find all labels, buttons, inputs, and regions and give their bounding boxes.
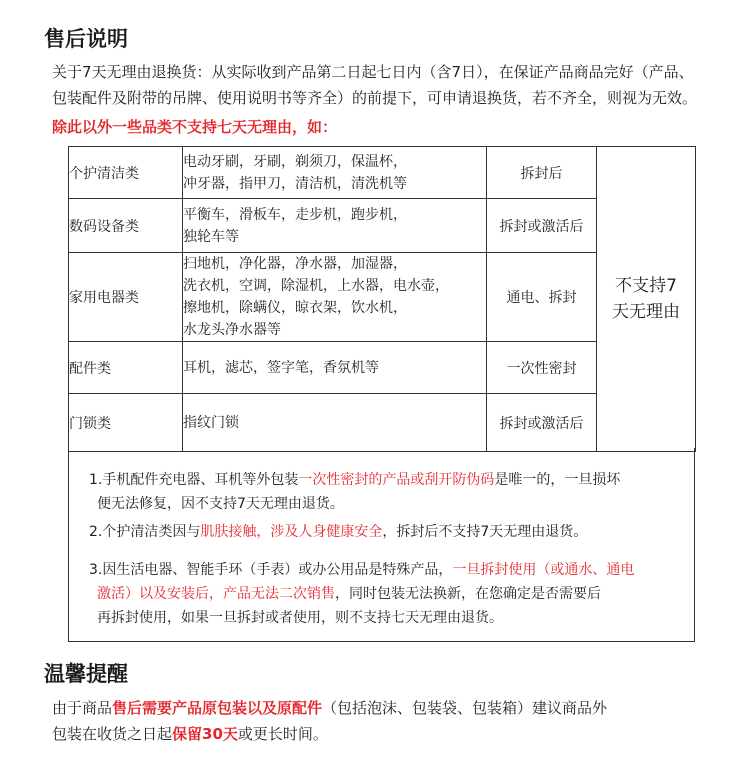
condition-cell: 拆封或激活后 bbox=[487, 394, 597, 452]
note-line: 不支持7 bbox=[615, 276, 677, 296]
after-sales-title: 售后说明 bbox=[44, 27, 128, 51]
items-line: 擦地机，除螨仪，晾衣架，饮水机， bbox=[183, 300, 407, 316]
tip-text: 包装在收货之日起 bbox=[52, 725, 173, 743]
items-cell bbox=[183, 394, 487, 452]
tip-highlight: 售后需要产品原包装以及原配件 bbox=[112, 699, 323, 717]
items-line: 耳机，滤芯，签字笔，香氛机等 bbox=[183, 359, 379, 376]
condition-cell: 通电、拆封 bbox=[487, 253, 597, 342]
intro-line-2: 包装配件及附带的吊牌、使用说明书等齐全）的前提下，可申请退换货，若不齐全，则视为无效。 bbox=[52, 89, 698, 107]
exception-warning: 除此以外一些品类不支持七天无理由，如： bbox=[52, 118, 338, 136]
tip-text: 或更长时间。 bbox=[237, 725, 328, 743]
note-highlight: 一旦拆封使用（或通水、通电 bbox=[452, 562, 635, 578]
note-text: ，同时包装无法换新，在您确定是否需要后 bbox=[335, 586, 601, 602]
note-highlight: 激活）以及安装后，产品无法二次销售 bbox=[97, 586, 335, 602]
note-2 bbox=[89, 520, 679, 544]
condition-cell: 拆封后 bbox=[487, 147, 597, 199]
intro-line-1: 关于7天无理由退换货：从实际收到产品第二日起七日内（含7日），在保证产品商品完好（产品、 bbox=[52, 63, 694, 81]
note-text: 2.个护清洁类因与 bbox=[89, 524, 201, 540]
note-text: 是唯一的，一旦损坏 bbox=[494, 472, 621, 488]
note-highlight: 肌肤接触，涉及人身健康安全 bbox=[200, 524, 383, 540]
note-text: 再拆封使用，如果一旦拆封或者使用，则不支持七天无理由退货。 bbox=[97, 610, 503, 626]
items-line: 水龙头净水器等 bbox=[183, 322, 281, 338]
tip-text: 由于商品 bbox=[52, 699, 113, 717]
items-cell bbox=[183, 199, 487, 253]
note-text: 便无法修复，因不支持7天无理由退货。 bbox=[97, 496, 344, 512]
items-line: 指纹门锁 bbox=[183, 414, 239, 431]
note-highlight: 一次性密封的产品或刮开防伪码 bbox=[298, 472, 495, 488]
note-text: 1.手机配件充电器、耳机等外包装 bbox=[89, 472, 299, 488]
note-line: 天无理由 bbox=[612, 302, 680, 322]
note-text: 3.因生活电器、智能手环（手表）或办公用品是特殊产品， bbox=[89, 562, 453, 578]
items-cell bbox=[183, 342, 487, 394]
note-3 bbox=[89, 558, 679, 630]
tip-text: （包括泡沫、包装袋、包装箱）建议商品外 bbox=[322, 699, 608, 717]
warm-reminder-title: 温馨提醒 bbox=[44, 662, 128, 686]
category-cell: 配件类 bbox=[69, 342, 183, 394]
category-cell: 家用电器类 bbox=[69, 253, 183, 342]
items-line: 扫地机，净化器，净水器，加湿器， bbox=[183, 256, 407, 272]
items-line: 洗衣机，空调，除湿机，上水器，电水壶， bbox=[183, 278, 449, 294]
warm-reminder-text bbox=[52, 695, 732, 747]
category-cell: 数码设备类 bbox=[69, 199, 183, 253]
items-cell bbox=[183, 147, 487, 199]
items-line: 平衡车，滑板车，走步机，跑步机， bbox=[183, 206, 407, 223]
items-line: 冲牙器，指甲刀，清洁机，清洗机等 bbox=[183, 175, 407, 192]
return-policy-intro bbox=[52, 59, 732, 111]
items-cell bbox=[183, 253, 487, 342]
note-1 bbox=[89, 468, 679, 516]
condition-cell: 一次性密封 bbox=[487, 342, 597, 394]
category-cell: 门锁类 bbox=[69, 394, 183, 452]
condition-cell: 拆封或激活后 bbox=[487, 199, 597, 253]
tip-highlight: 保留30天 bbox=[172, 725, 238, 743]
not-supported-note bbox=[597, 147, 696, 452]
notes-box bbox=[68, 448, 695, 642]
table-row bbox=[69, 147, 696, 199]
items-line: 独轮车等 bbox=[183, 228, 239, 245]
exception-table bbox=[68, 146, 696, 452]
category-cell: 个护清洁类 bbox=[69, 147, 183, 199]
note-text: ，拆封后不支持7天无理由退货。 bbox=[382, 524, 588, 540]
items-line: 电动牙刷，牙刷，剃须刀，保温杯， bbox=[183, 153, 407, 170]
